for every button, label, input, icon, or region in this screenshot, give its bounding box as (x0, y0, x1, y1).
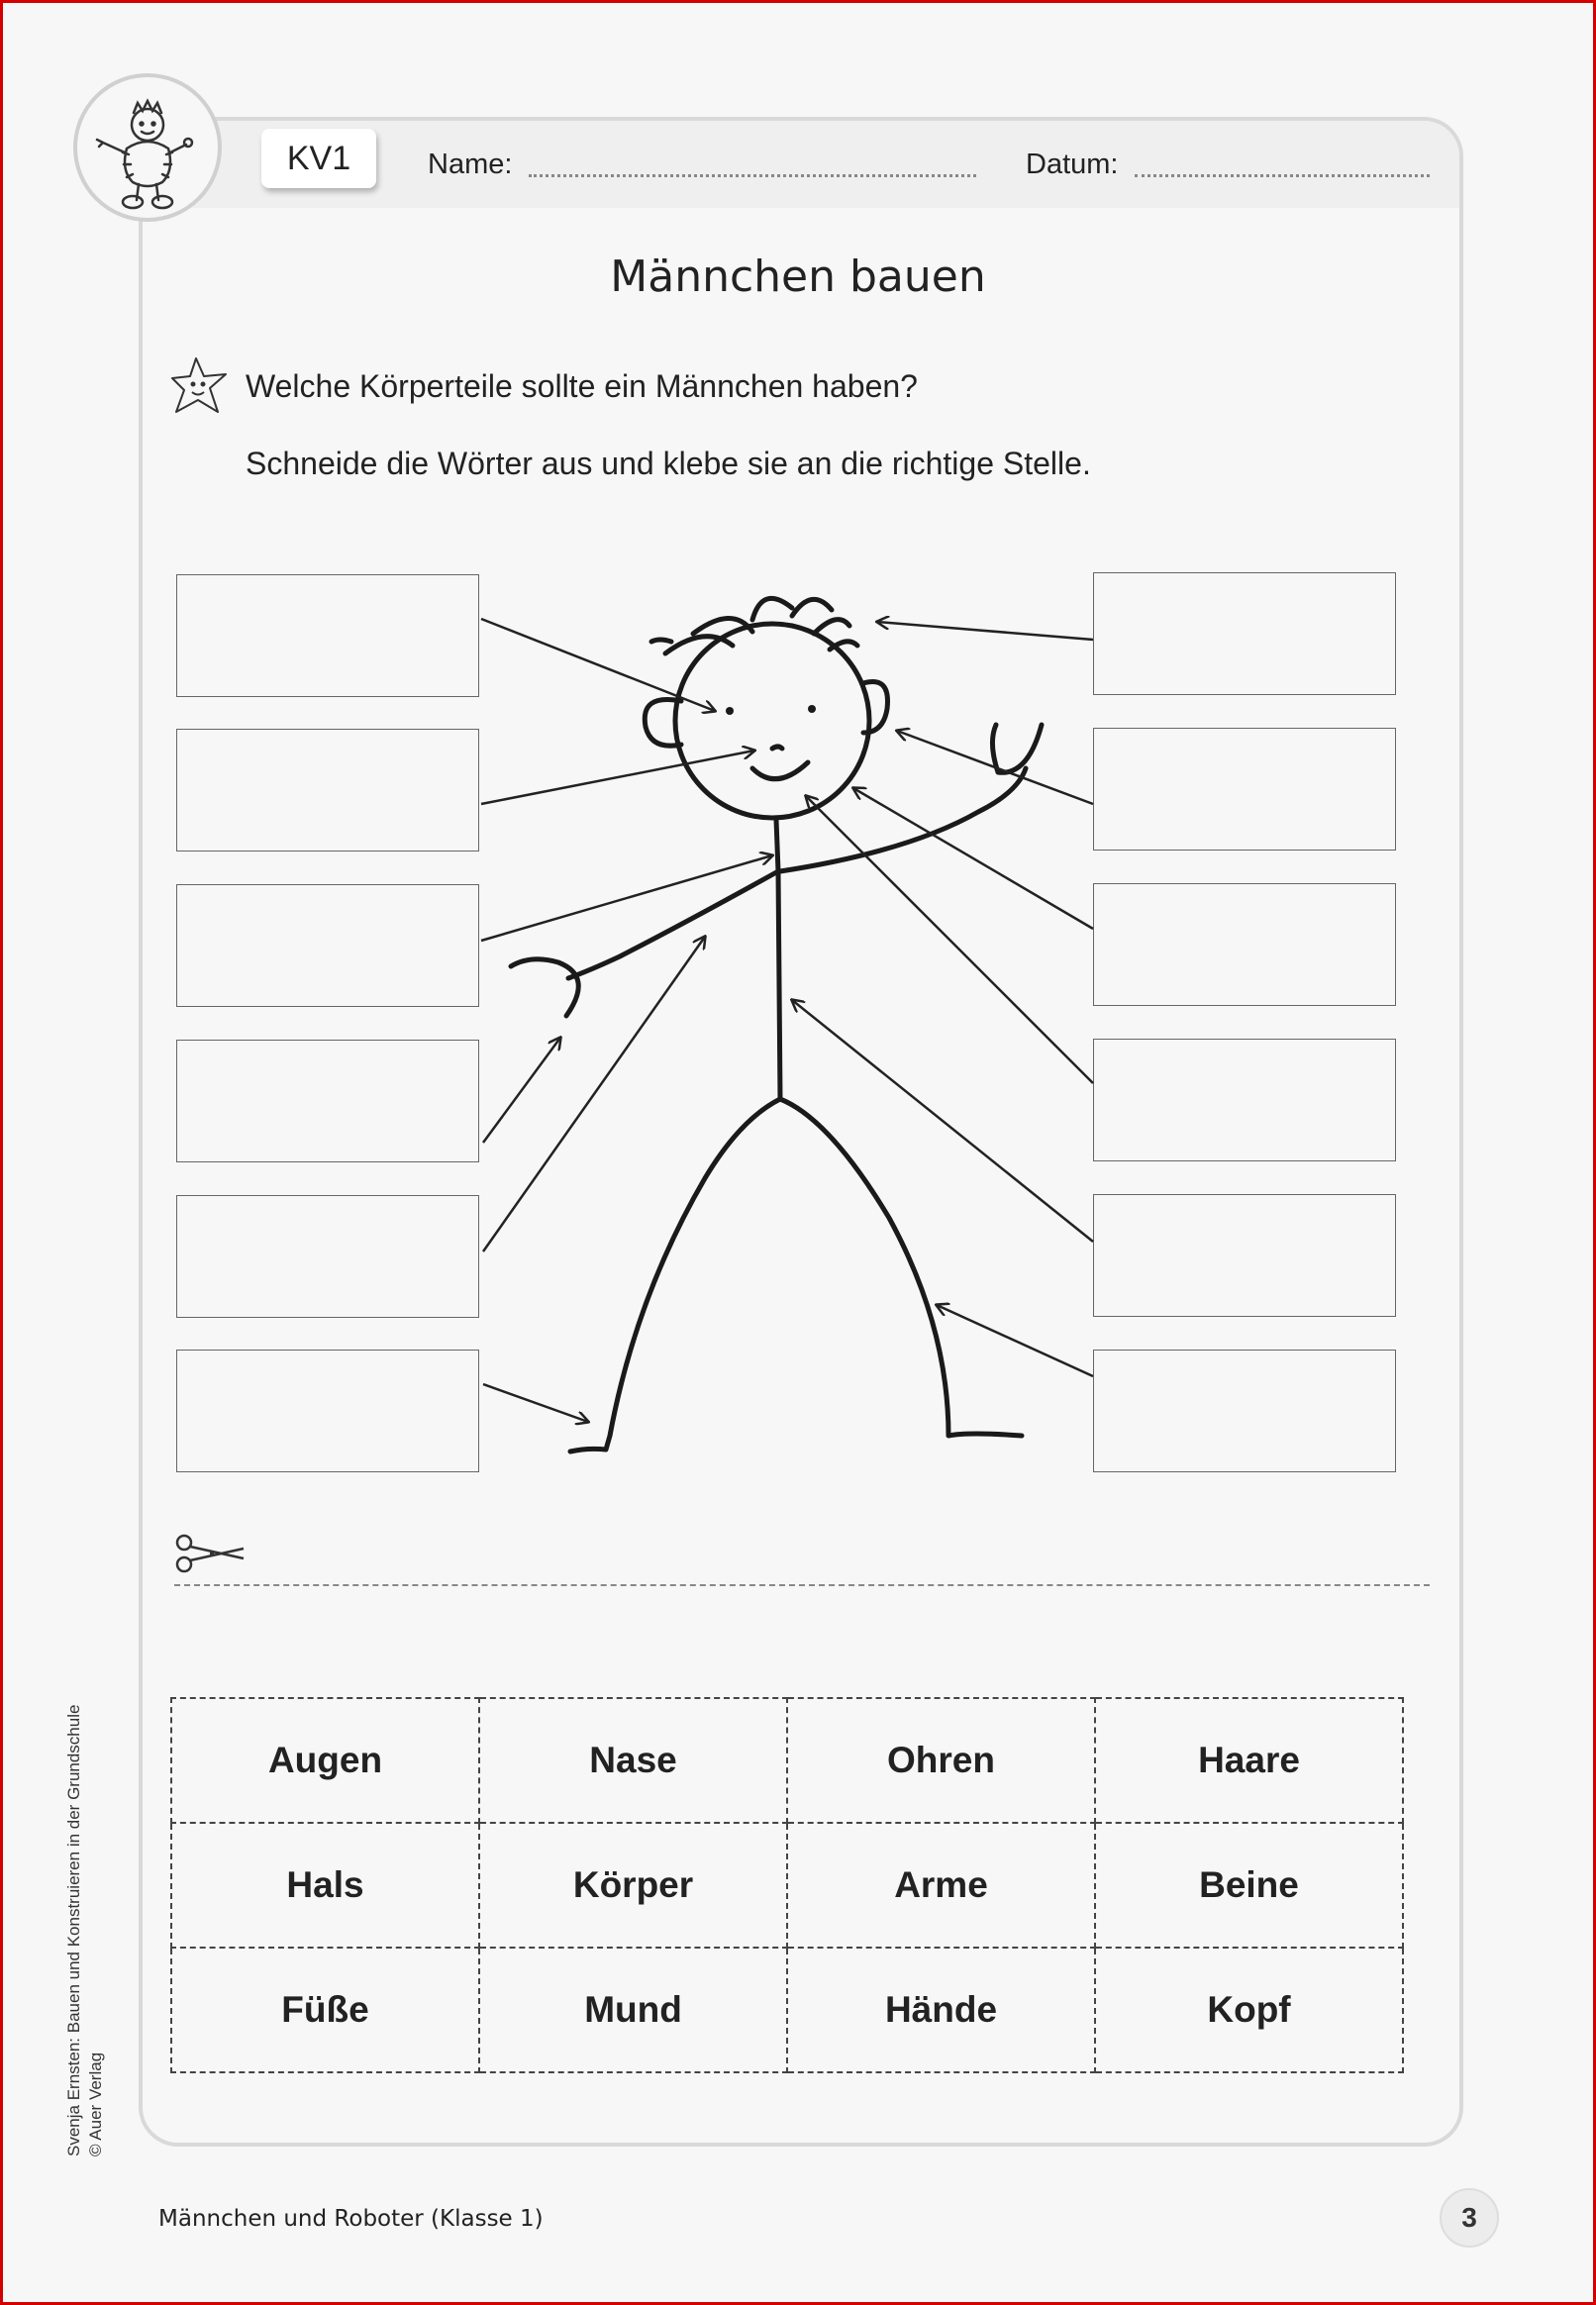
word-card[interactable]: Kopf (1095, 1948, 1403, 2072)
side-credit (63, 1705, 107, 2156)
page-number: 3 (1440, 2188, 1499, 2248)
word-card[interactable]: Körper (479, 1823, 787, 1948)
word-card[interactable]: Hals (171, 1823, 479, 1948)
cut-line (174, 1584, 1430, 1586)
word-card[interactable]: Hände (787, 1948, 1095, 2072)
date-label: Datum: (1026, 149, 1119, 180)
scissors-icon (174, 1533, 248, 1576)
word-card[interactable]: Augen (171, 1698, 479, 1823)
word-card[interactable]: Beine (1095, 1823, 1403, 1948)
word-card[interactable]: Haare (1095, 1698, 1403, 1823)
word-cards-table (170, 1697, 1404, 2073)
task-text: Schneide die Wörter aus und klebe sie an die richtige Stelle. (246, 446, 1091, 481)
word-card[interactable]: Füße (171, 1948, 479, 2072)
credit-author: Svenja Ernsten: Bauen und Konstruieren in der Grundschule (64, 1704, 83, 2156)
word-card[interactable]: Nase (479, 1698, 787, 1823)
word-card[interactable]: Mund (479, 1948, 787, 2072)
question-text: Welche Körperteile sollte ein Männchen haben? (246, 368, 918, 404)
worksheet-tab: KV1 (261, 129, 376, 188)
word-card[interactable]: Arme (787, 1823, 1095, 1948)
name-label: Name: (428, 149, 513, 180)
word-card[interactable]: Ohren (787, 1698, 1095, 1823)
footer-book-title: Männchen und Roboter (Klasse 1) (158, 2206, 544, 2232)
page-title: Männchen bauen (610, 251, 986, 302)
credit-publisher: © Auer Verlag (86, 2052, 105, 2156)
